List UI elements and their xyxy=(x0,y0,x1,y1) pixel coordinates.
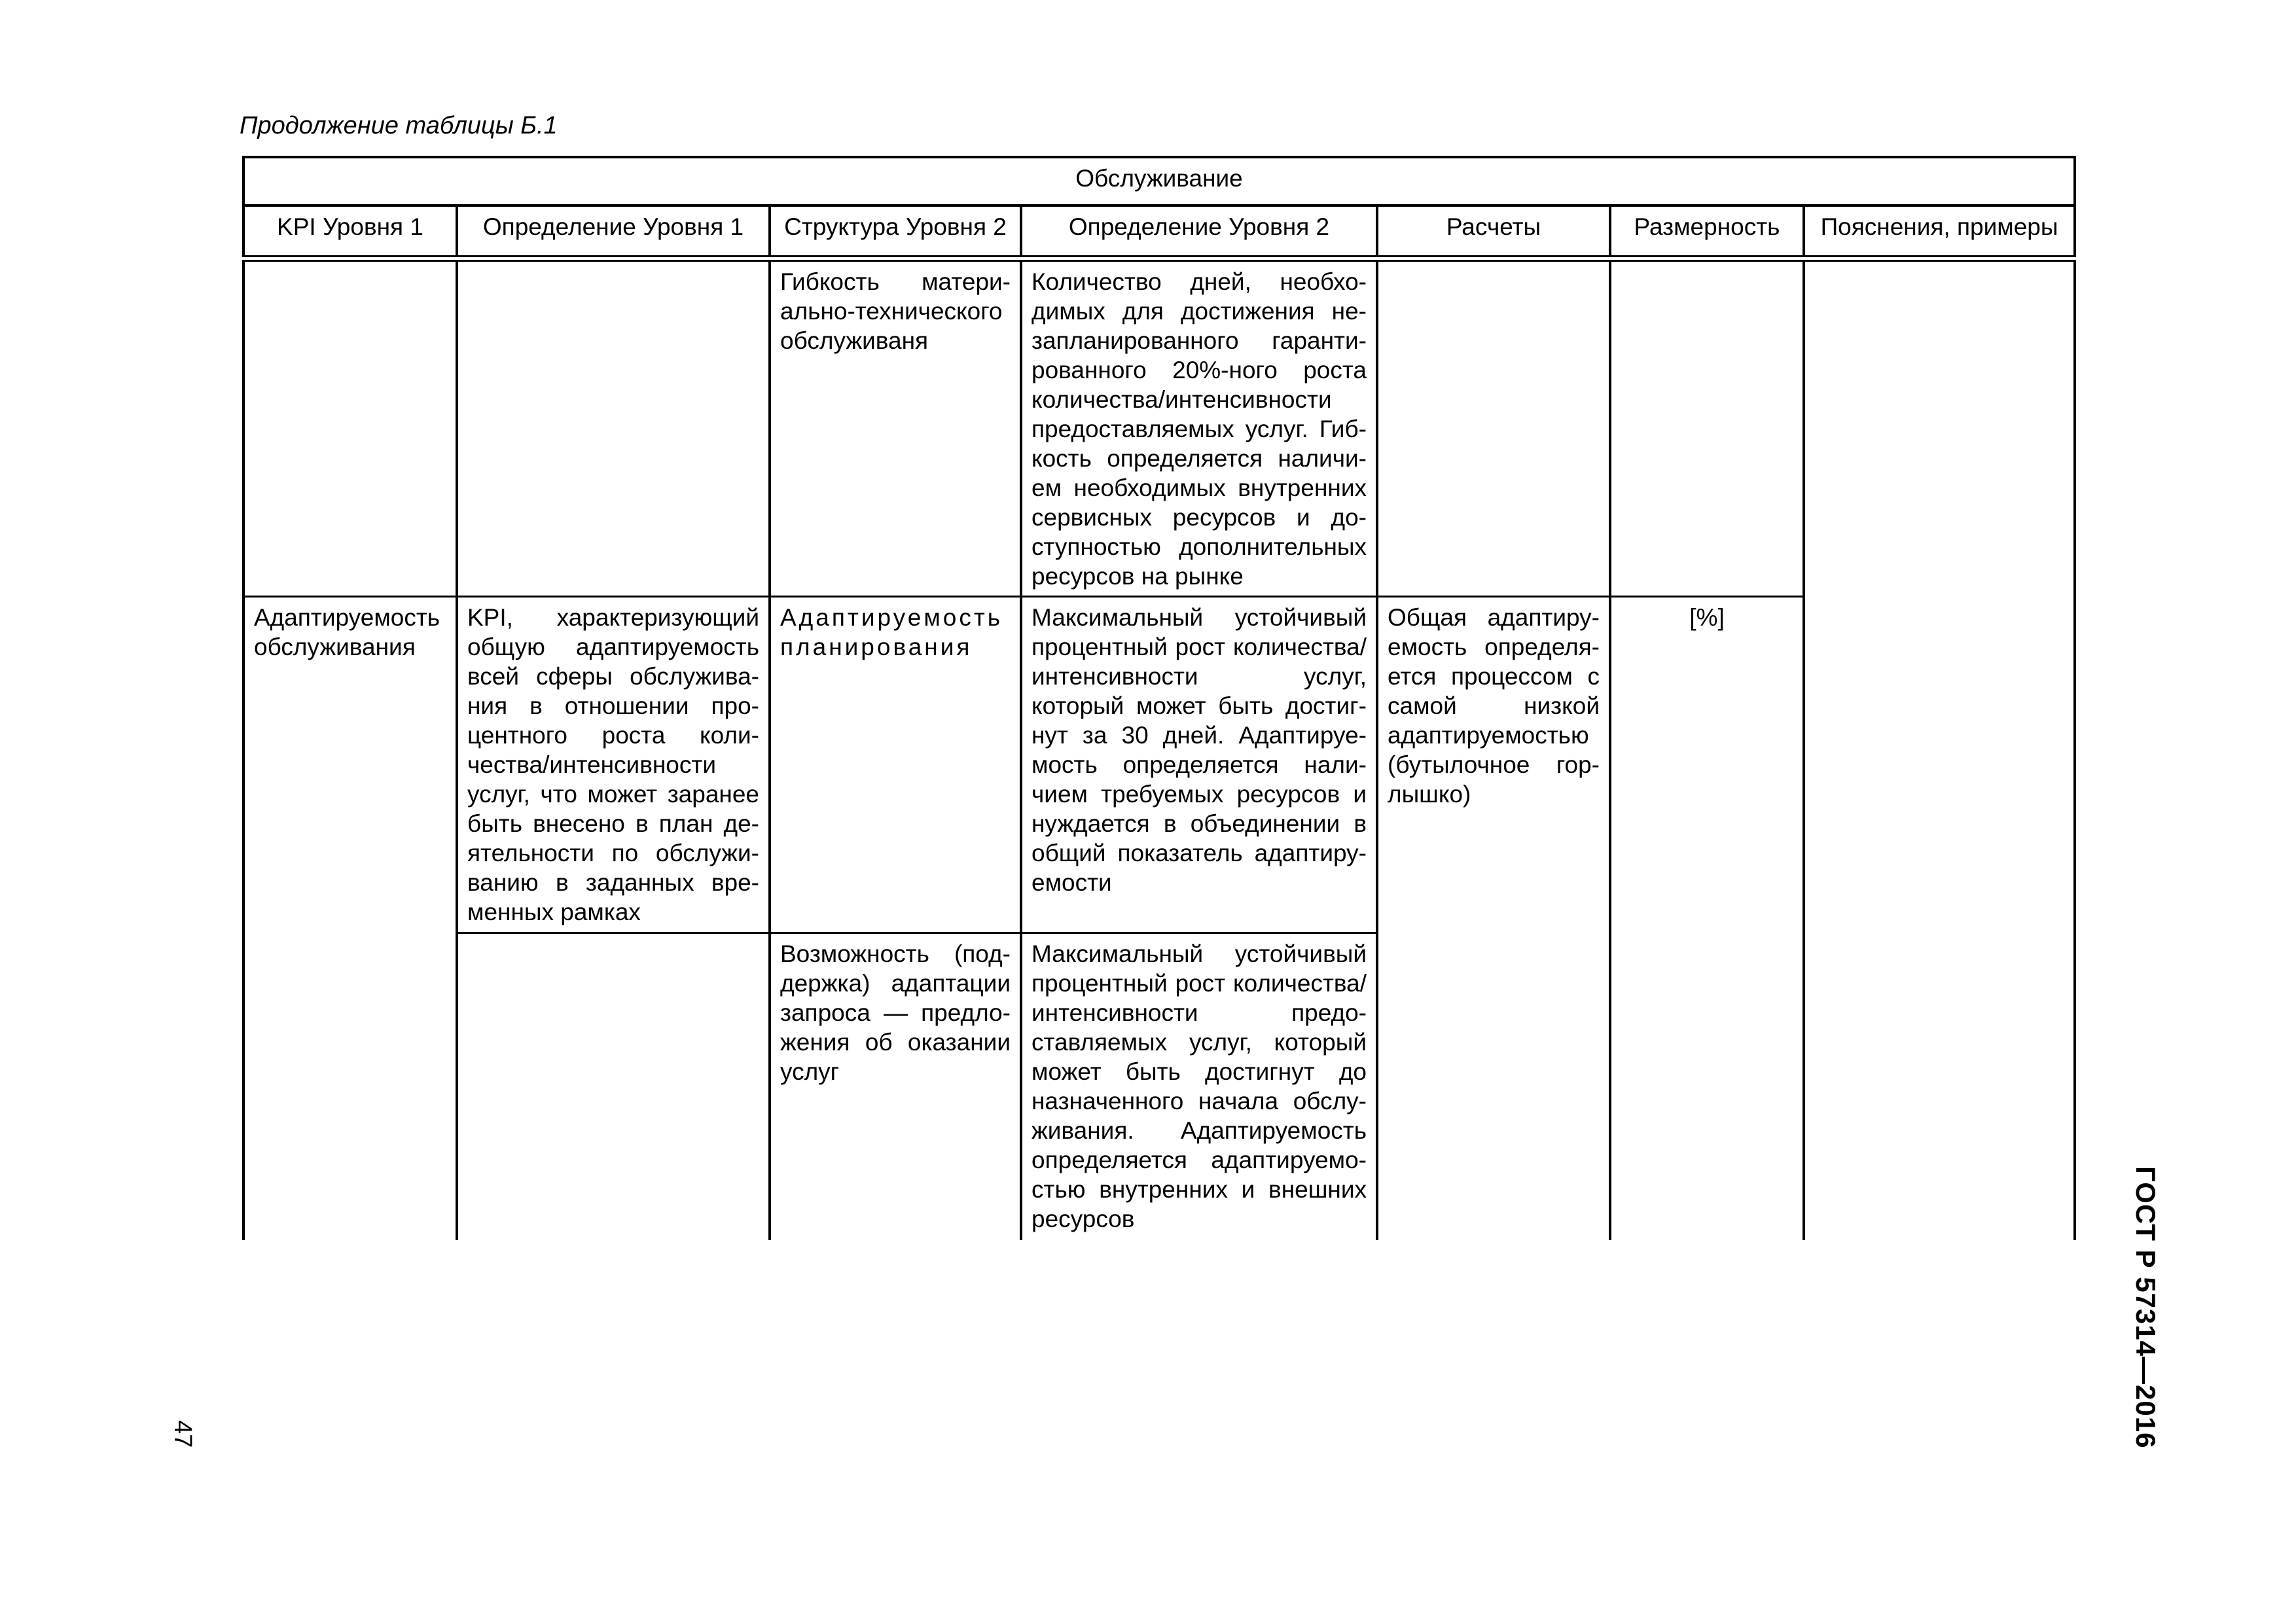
cell-kpi-definition-empty xyxy=(457,933,770,1240)
cell-kpi-definition-empty xyxy=(457,259,770,596)
cell-kpi-empty xyxy=(243,259,457,596)
column-header-notes: Пояснения, примеры xyxy=(1804,205,2075,259)
cell-kpi-definition: KPI, характеризующий общую адаптируемость всей сферы обслуживания в отношении процентного роста количества/интенсивности услуг, что может заранее быть внесено в план деятельности по обслуживанию в заданных временных рамках xyxy=(457,596,770,933)
table-row xyxy=(243,259,2075,596)
page-number: 47 xyxy=(169,1420,196,1448)
column-header-structure-level2: Структура Уровня 2 xyxy=(770,205,1021,259)
column-header-definition-level1: Определение Уровня 1 xyxy=(457,205,770,259)
cell-structure: Адаптируемость планирования xyxy=(770,596,1021,933)
table-row xyxy=(243,596,2075,933)
table-caption: Продолжение таблицы Б.1 xyxy=(240,112,558,139)
column-header-definition-level2: Определение Уровня 2 xyxy=(1021,205,1377,259)
cell-calculation-empty xyxy=(1377,259,1610,596)
cell-structure: Возможность (поддержка) адаптации запроса — предложения об оказании услуг xyxy=(770,933,1021,1240)
cell-definition: Максимальный устойчивый процентный рост количества/интенсивности услуг, который может быть достигнут за 30 дней. Адаптируемость определяется наличием требуемых ресурсов и нуждается в объединении в общий показатель адаптируемости xyxy=(1021,596,1377,933)
cell-kpi: Адаптируемость обслуживания xyxy=(243,596,457,1240)
cell-dimension: [%] xyxy=(1610,596,1804,1240)
standard-identifier: ГОСТ Р 57314—2016 xyxy=(2130,1166,2161,1449)
column-header-dimension: Размерность xyxy=(1610,205,1804,259)
cell-definition: Максимальный устойчивый процентный рост количества/интенсивности предоставляемых услуг, который может быть достигнут до назначенного начала обслуживания. Адаптируемость определяется адаптируемостью внутренних и внешних ресурсов xyxy=(1021,933,1377,1240)
cell-dimension-empty xyxy=(1610,259,1804,596)
column-header-kpi-level1: KPI Уровня 1 xyxy=(243,205,457,259)
super-header: Обслуживание xyxy=(243,157,2075,205)
kpi-table xyxy=(242,156,2076,1240)
cell-notes-empty xyxy=(1804,259,2075,1240)
cell-structure: Гибкость материально-технического обслуживаня xyxy=(770,259,1021,596)
cell-calculation: Общая адаптируемость определяется процессом с самой низкой адаптируемостью (бутылочное горлышко) xyxy=(1377,596,1610,1240)
cell-definition: Количество дней, необходимых для достижения незапланированного гарантированного 20%-ного роста количества/интенсивности предоставляемых услуг. Гибкость определяется наличием необходимых внутренних сервисных ресурсов и доступностью дополнительных ресурсов на рынке xyxy=(1021,259,1377,596)
column-header-calculations: Расчеты xyxy=(1377,205,1610,259)
